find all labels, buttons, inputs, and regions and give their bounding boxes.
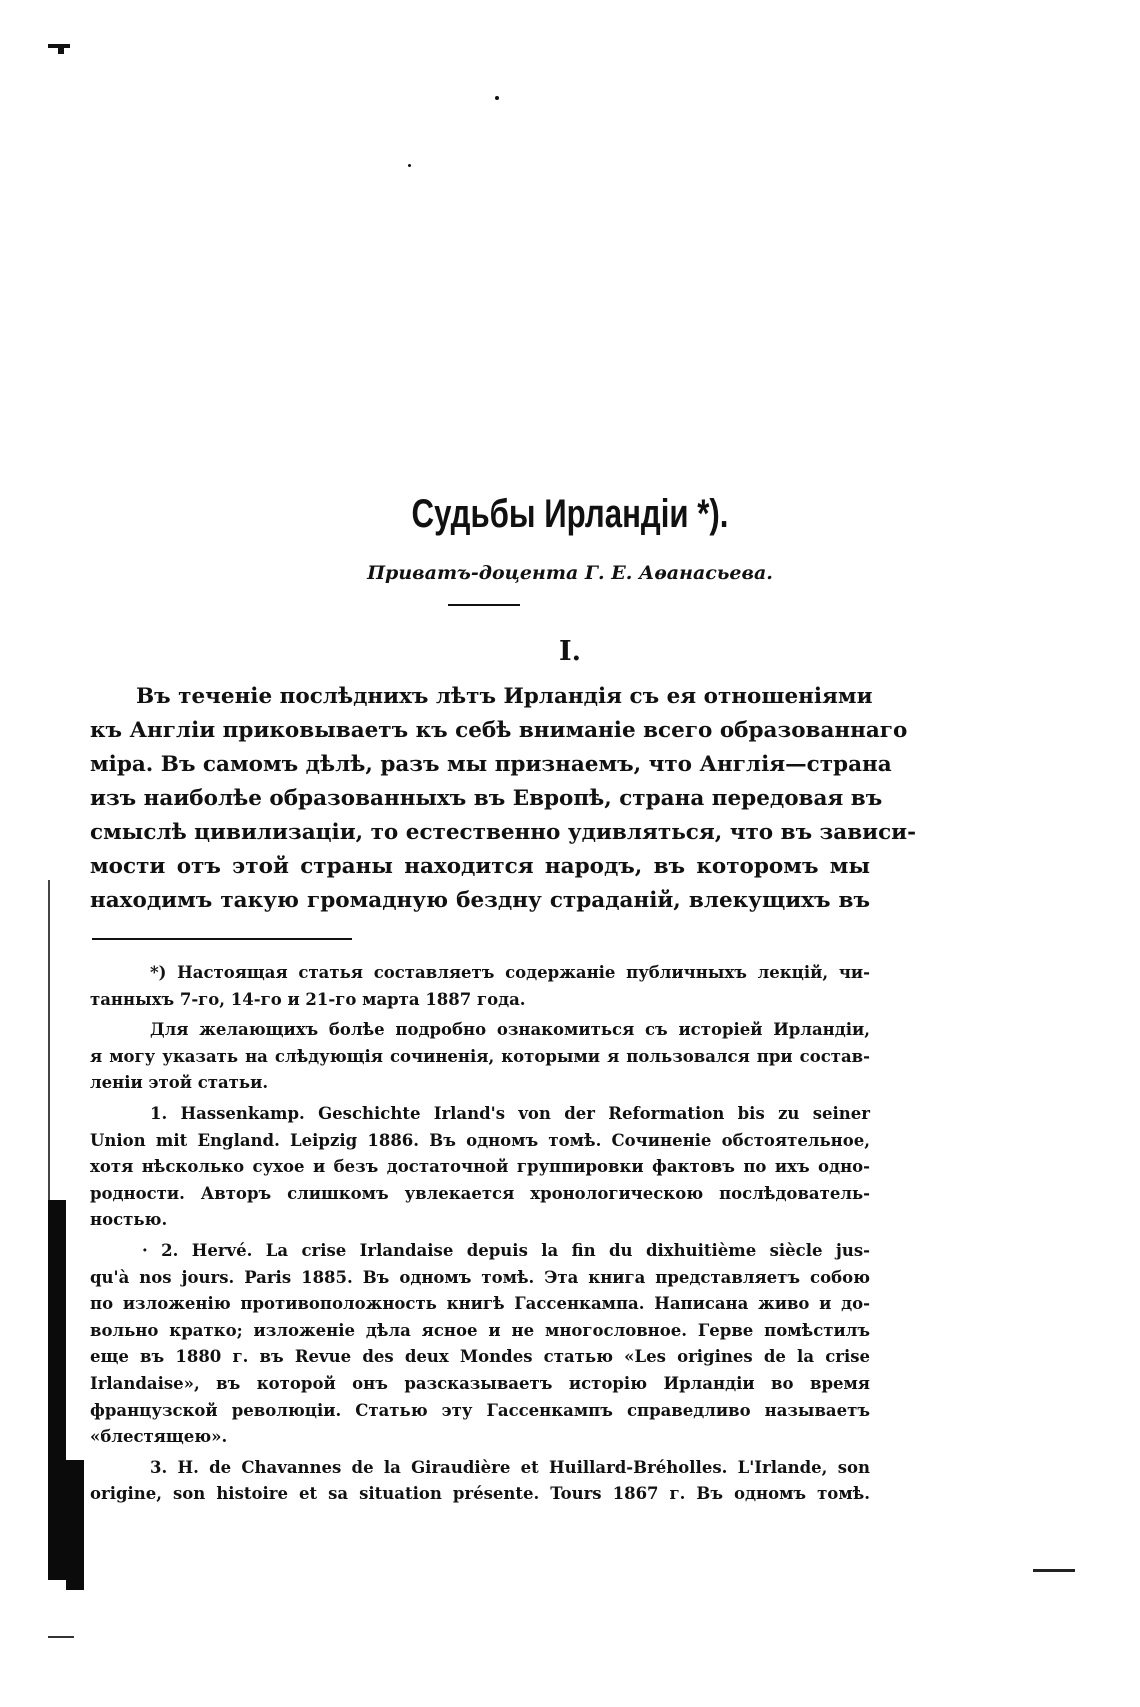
footnote-line: Irlandaise», въ которой онъ разсказываетъ исторію Ирландіи во время bbox=[90, 1373, 870, 1393]
scan-edge-shadow bbox=[48, 1200, 66, 1580]
footnote-line: «блестящею». bbox=[90, 1427, 228, 1447]
footnote-line: еще въ 1880 г. въ Revue des deux Mondes статью «Les origines de la crise bbox=[90, 1347, 870, 1367]
footnote-line: по изложенію противоположность книгѣ Гассенкампа. Написана живо и до- bbox=[90, 1294, 870, 1314]
scan-edge-line bbox=[48, 880, 50, 1200]
footnote-line: я могу указать на слѣдующія сочиненія, которыми я пользовался при состав- bbox=[90, 1046, 870, 1066]
body-text bbox=[90, 680, 917, 918]
footnote-line: · 2. Hervé. La crise Irlandaise depuis la fin du dixhuitième siècle jus- bbox=[142, 1240, 870, 1260]
scan-mark-top-left-dot bbox=[58, 48, 64, 54]
footnote-line: хотя нѣсколько сухое и безъ достаточной группировки фактовъ по ихъ одно- bbox=[90, 1157, 870, 1177]
footnote-line: Для желающихъ болѣе подробно ознакомиться съ исторіей Ирландіи, bbox=[150, 1020, 870, 1040]
footnote-line: 3. H. de Chavannes de la Giraudière et Huillard-Bréholles. L'Irlande, son bbox=[150, 1457, 870, 1477]
footnotes bbox=[90, 960, 870, 1508]
body-line: Въ теченіе послѣднихъ лѣтъ Ирландія съ ея отношеніями bbox=[136, 684, 873, 709]
footnote-line: *) Настоящая статья составляетъ содержаніе публичныхъ лекцій, чи- bbox=[150, 963, 870, 982]
body-line: находимъ такую громадную бездну страданій, влекущихъ въ bbox=[90, 888, 870, 913]
scan-speck bbox=[408, 164, 411, 167]
footnote-rule bbox=[92, 938, 352, 940]
footnote-line: родности. Авторъ слишкомъ увлекается хронологическою послѣдователь- bbox=[90, 1183, 870, 1203]
article-title: Судьбы Ирландіи *). bbox=[411, 492, 729, 536]
body-line: смыслѣ цивилизаціи, то естественно удивляться, что въ зависи- bbox=[90, 820, 917, 845]
scan-speck bbox=[495, 96, 499, 100]
footnote-line: французской революціи. Статью эту Гассенкампъ справедливо называетъ bbox=[90, 1400, 870, 1420]
title-divider bbox=[448, 604, 520, 606]
footnote-line: танныхъ 7-го, 14-го и 21-го марта 1887 года. bbox=[90, 989, 526, 1009]
body-line: мости отъ этой страны находится народъ, въ которомъ мы bbox=[90, 854, 870, 879]
footnote-line: origine, son histoire et sa situation présente. Tours 1867 г. Въ одномъ томѣ. bbox=[90, 1484, 870, 1504]
body-line: къ Англіи приковываетъ къ себѣ вниманіе всего образованнаго bbox=[90, 718, 908, 743]
scan-right-dash bbox=[1033, 1569, 1075, 1572]
footnote-line: ностью. bbox=[90, 1210, 168, 1230]
scan-edge-dash bbox=[48, 1636, 74, 1638]
footnote-line: 1. Hassenkamp. Geschichte Irland's von der Reformation bis zu seiner bbox=[150, 1103, 870, 1123]
footnote-line: вольно кратко; изложеніе дѣла ясное и не многословное. Герве помѣстилъ bbox=[90, 1320, 870, 1340]
footnote-line: Union mit England. Leipzig 1886. Въ одномъ томѣ. Сочиненіе обстоятельное, bbox=[90, 1130, 870, 1150]
scan-edge-shadow bbox=[66, 1460, 84, 1590]
section-number: I. bbox=[558, 636, 582, 667]
body-line: міра. Въ самомъ дѣлѣ, разъ мы признаемъ, что Англія—страна bbox=[90, 752, 892, 777]
footnote-line: леніи этой статьи. bbox=[90, 1073, 269, 1093]
article-author: Приватъ-доцента Г. Е. Аѳанасьева. bbox=[367, 562, 773, 584]
footnote-line: qu'à nos jours. Paris 1885. Въ одномъ томѣ. Эта книга представляетъ собою bbox=[90, 1267, 870, 1287]
body-line: изъ наиболѣе образованныхъ въ Европѣ, страна передовая въ bbox=[90, 786, 883, 811]
